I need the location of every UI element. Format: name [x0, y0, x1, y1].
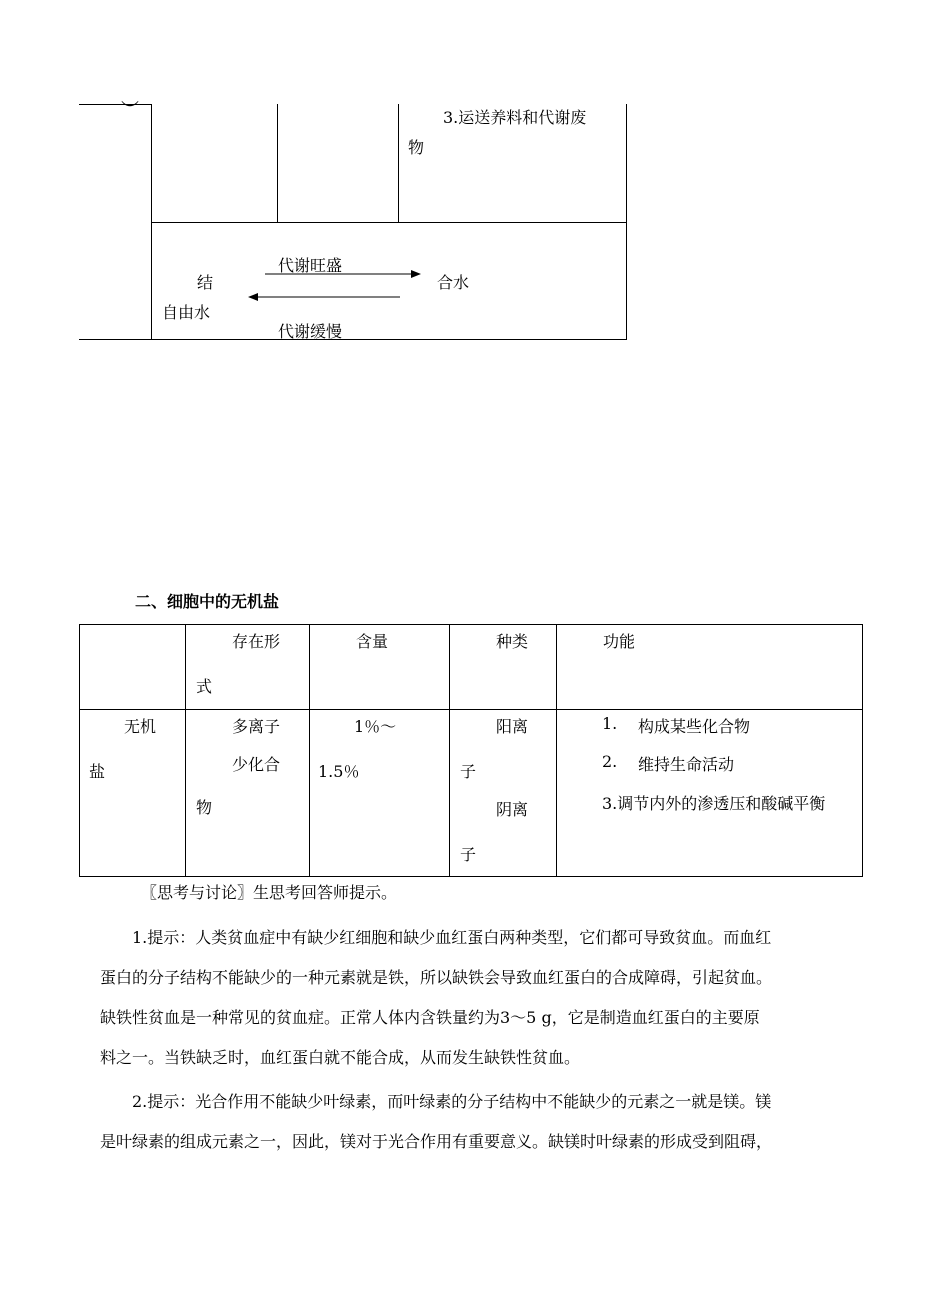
table2-vline-5	[862, 624, 863, 877]
table2-line-bottom	[79, 876, 862, 877]
conv-left-bottom: 自由水	[162, 303, 211, 322]
row-function-1: 构成某些化合物	[638, 717, 751, 736]
row-kind-3: 阴离	[496, 800, 529, 819]
row-form-1: 多离子	[232, 717, 281, 736]
paren-mark: ︶	[121, 100, 139, 121]
discussion-intro: 〖思考与讨论〗生思考回答师提示。	[141, 883, 398, 902]
table1-vline-2	[277, 104, 278, 222]
header-form-cont: 式	[196, 677, 213, 696]
conv-left-top: 结	[197, 273, 214, 292]
table2-line-top	[79, 624, 862, 625]
table2-vline-0	[79, 624, 80, 877]
row-name-cont: 盐	[89, 762, 106, 781]
row-function-3: 3.调节内外的渗透压和酸碱平衡	[602, 794, 826, 813]
table1-line-bottom	[79, 339, 627, 340]
row-function-2: 维持生命活动	[638, 755, 735, 774]
paragraph-line: 料之一。当铁缺乏时，血红蛋白就不能合成，从而发生缺铁性贫血。	[100, 1048, 581, 1067]
paragraph-line: 2.提示：光合作用不能缺少叶绿素，而叶绿素的分子结构中不能缺少的元素之一就是镁。镁	[132, 1092, 772, 1111]
row-kind-2: 子	[460, 762, 477, 781]
arrow-left-icon	[248, 293, 400, 301]
row-function-1-num: 1.	[602, 714, 618, 733]
paragraph-line: 蛋白的分子结构不能缺少的一种元素就是铁，所以缺铁会导致血红蛋白的合成障碍，引起贫血。	[100, 968, 773, 987]
table1-line-top	[79, 104, 151, 105]
row-form-3: 物	[196, 798, 213, 817]
row-content-2: 1.5％	[318, 762, 360, 781]
conv-right: 合水	[437, 273, 470, 292]
row-name: 无机	[124, 717, 157, 736]
table1-vline-1	[151, 104, 152, 340]
arrow-right-icon	[265, 270, 421, 278]
section-heading: 二、细胞中的无机盐	[135, 592, 280, 611]
row-form-2: 少化合	[232, 755, 281, 774]
table2-vline-4	[556, 624, 557, 877]
table2-vline-1	[185, 624, 186, 877]
row-content-1: 1％～	[354, 717, 397, 736]
discussion-paragraph-1	[100, 918, 860, 1078]
table2-vline-2	[309, 624, 310, 877]
arrow-top-label: 代谢旺盛	[278, 256, 343, 275]
conversion-arrows	[245, 266, 425, 306]
paragraph-line: 是叶绿素的组成元素之一，因此，镁对于光合作用有重要意义。缺镁时叶绿素的形成受到阻碍，	[100, 1132, 773, 1151]
header-form: 存在形	[232, 632, 281, 651]
discussion-paragraph-2	[100, 1082, 860, 1162]
header-content: 含量	[356, 632, 389, 651]
function-text-3: 3.运送养料和代谢废	[443, 108, 587, 127]
row-kind-4: 子	[460, 845, 477, 864]
paragraph-line: 1.提示：人类贫血症中有缺少红细胞和缺少血红蛋白两种类型，它们都可导致贫血。而血红	[132, 928, 772, 947]
row-kind-1: 阳离	[496, 717, 529, 736]
table1-vline-3	[398, 104, 399, 222]
table2-line-mid	[79, 709, 862, 710]
header-kind: 种类	[496, 632, 529, 651]
arrow-bottom-label: 代谢缓慢	[278, 322, 343, 341]
row-function-2-num: 2.	[602, 752, 618, 771]
table2-vline-3	[449, 624, 450, 877]
function-text-3-cont: 物	[408, 138, 425, 157]
paragraph-line: 缺铁性贫血是一种常见的贫血症。正常人体内含铁量约为3～5 g，它是制造血红蛋白的主要原	[100, 1008, 760, 1027]
table1-vline-right	[626, 104, 627, 340]
table1-line-mid	[151, 222, 627, 223]
header-function: 功能	[603, 632, 636, 651]
